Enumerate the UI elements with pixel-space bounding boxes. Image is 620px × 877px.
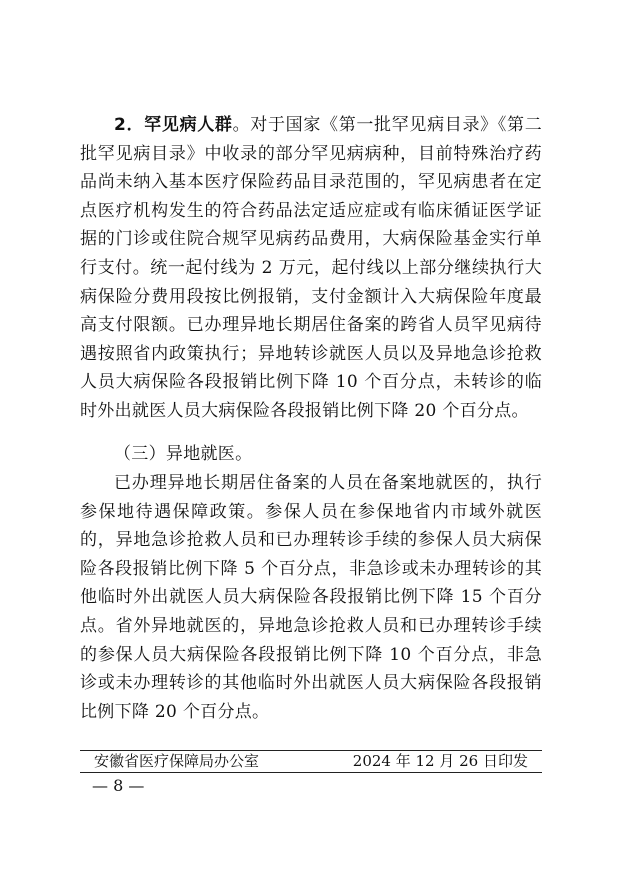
item-heading: 罕见病人群: [144, 115, 233, 135]
item-body: 对于国家《第一批罕见病目录》《第二批罕见病目录》中收录的部分罕见病病种，目前特殊治疗药品尚未纳入基本医疗保险药品目录范围的，罕见病患者在定点医疗机构发生的符合药品法定适应症或有临床循证医学证据的门诊或住院合规罕见病药品费用，大病保险基金实行单行支付。统一起付线为 2 万元，起付线以上部分继续执行大病保险分费用段按比例报销，支付金额计入大病保险年度最高支付限额。已办理异地长期居住备案的跨省人员罕见病待遇按照省内政策执行；异地转诊就医人员以及异地急诊抢救人员大病保险各段报销比例下降 10 个百分点，未转诊的临时外出就医人员大病保险各段报销比例下降 20 个百分点。: [80, 115, 542, 421]
section-heading-offsite-care: （三）异地就医。: [114, 444, 253, 464]
item-number: 2．: [114, 115, 145, 135]
footer-bottom-rule: [80, 772, 542, 773]
footer-issuer: 安徽省医疗保障局办公室: [94, 752, 260, 770]
paragraph-rare-disease: [80, 111, 542, 426]
footer-imprint: [80, 751, 542, 771]
paragraph-offsite-care: 已办理异地长期居住备案的人员在备案地就医的，执行参保地待遇保障政策。参保人员在参保地省内市域外就医的，异地急诊抢救人员和已办理转诊手续的参保人员大病保险各段报销比例下降 5 个百分点，非急诊或未办理转诊的其他临时外出就医人员大病保险各段报销比例下降 15 个百分点。省外异地就医的，异地急诊抢救人员和已办理转诊手续的参保人员大病保险各段报销比例下降 10 个百分点，非急诊或未办理转诊的其他临时外出就医人员大病保险各段报销比例下降 20 个百分点。: [80, 473, 542, 722]
page-number: — 8 —: [92, 776, 145, 795]
footer-date: 2024 年 12 月 26 日印发: [352, 752, 528, 770]
item-heading-punct: 。: [232, 115, 251, 135]
